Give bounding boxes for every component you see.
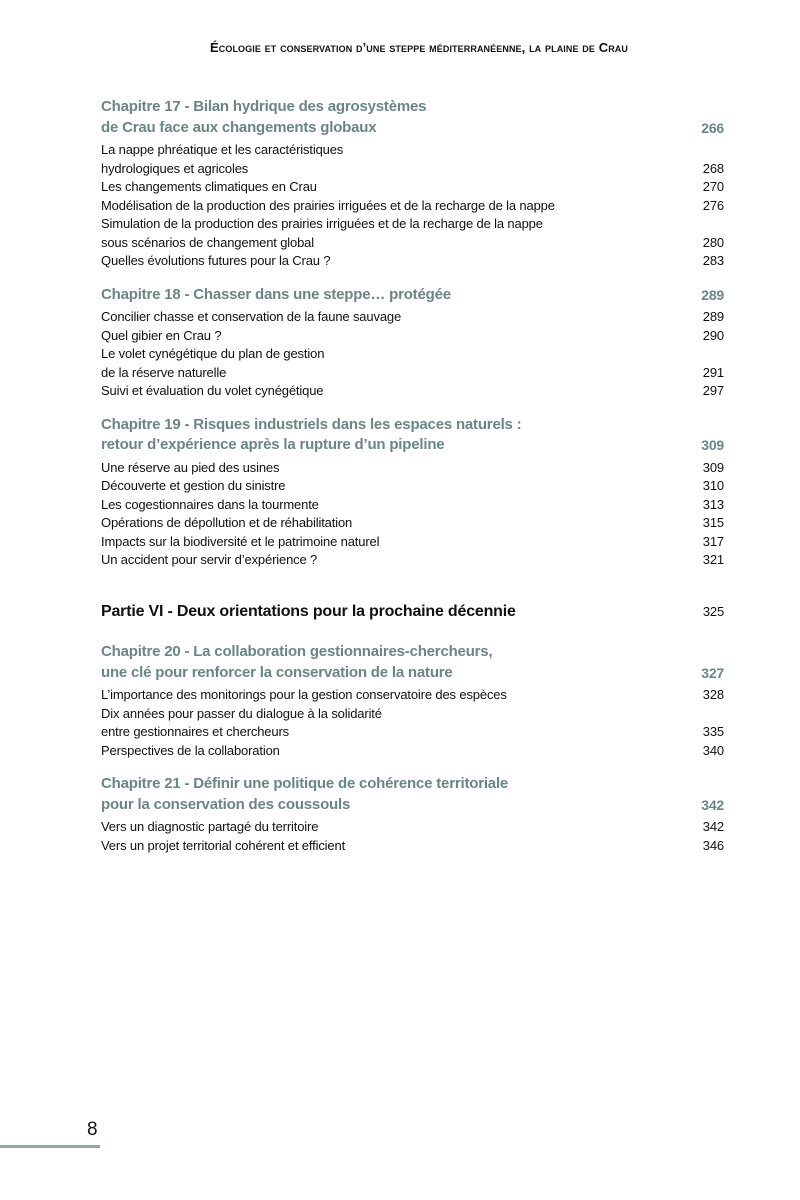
title-text: Partie VI - Deux orientations pour la prochaine décennie [101,602,516,620]
part-title [101,602,724,623]
entry-title: Découverte et gestion du sinistre [101,478,286,493]
entry-title: Modélisation de la production des prairies irriguées et de la recharge de la nappe [101,197,555,213]
title-text: Chapitre 21 - Définir une politique de cohérence territoriale [101,775,509,792]
entry-page-number: 321 [702,552,724,567]
entry-title: Vers un diagnostic partagé du territoire [101,819,319,834]
entry-title: Vers un projet territorial cohérent et efficient [101,837,346,853]
toc-entry [101,742,724,761]
entry-title: Opérations de dépollution et de réhabilitation [101,515,353,530]
entry-title: Dix années pour passer du dialogue à la solidarité [101,705,382,721]
chapter-page-number: 342 [701,796,724,813]
entry-title: Suivi et évaluation du volet cynégétique [101,383,324,398]
toc-entry [101,327,724,346]
toc-entry [101,705,724,742]
entry-page-number: 342 [702,819,724,834]
chapter-title [101,642,724,683]
chapter-section [101,642,724,760]
toc-entry [101,459,724,478]
entry-title: Quelles évolutions futures pour la Crau ? [101,253,331,268]
entry-line [101,514,724,533]
entry-page-number: 270 [702,179,724,194]
entry-page-number: 276 [702,197,724,213]
chapter-section [101,97,724,271]
toc-entry [101,215,724,252]
toc-entry [101,837,724,856]
title-line [101,415,724,436]
entry-line [101,327,724,346]
chapter-title [101,415,724,456]
entry-title: hydrologiques et agricoles [101,160,249,176]
entry-line [101,234,724,253]
entry-line [101,477,724,496]
entry-page-number: 309 [702,459,724,475]
entry-title: de la réserve naturelle [101,364,227,380]
entry-line [101,215,724,234]
entry-line [101,197,724,216]
entry-page-number: 335 [702,724,724,739]
entry-page-number: 346 [702,837,724,853]
title-text: pour la conservation des coussouls [101,795,351,813]
toc-entry [101,496,724,515]
entry-line [101,705,724,724]
entry-line [101,459,724,478]
toc-entry [101,308,724,327]
entry-title: sous scénarios de changement global [101,234,315,250]
entry-line [101,345,724,364]
entry-line [101,364,724,383]
entry-line [101,252,724,271]
entry-list [101,818,724,855]
entry-title: Un accident pour servir d’expérience ? [101,552,318,567]
chapter-page-number: 327 [701,664,724,681]
chapter-title [101,97,724,138]
title-line [101,285,724,306]
toc-entry [101,141,724,178]
entry-page-number: 290 [702,327,724,343]
entry-page-number: 315 [702,515,724,530]
title-line [101,663,724,684]
entry-line [101,178,724,197]
entry-page-number: 280 [702,234,724,250]
entry-title: entre gestionnaires et chercheurs [101,724,289,739]
toc-entry [101,382,724,401]
entry-list [101,308,724,401]
chapter-page-number: 309 [701,437,724,453]
entry-title: Une réserve au pied des usines [101,459,280,475]
chapter-section [101,285,724,401]
entry-page-number: 328 [702,687,724,702]
entry-line [101,496,724,515]
entry-title: L’importance des monitorings pour la gestion conservatoire des espèces [101,687,507,702]
toc-entry [101,818,724,837]
toc-entry [101,686,724,705]
entry-page-number: 297 [702,383,724,398]
title-text: Chapitre 20 - La collaboration gestionnaires-chercheurs, [101,643,493,660]
entry-title: Concilier chasse et conservation de la faune sauvage [101,309,402,324]
title-line [101,97,724,118]
entry-line [101,533,724,552]
entry-line [101,686,724,705]
entry-title: Quel gibier en Crau ? [101,327,222,343]
entry-line [101,818,724,837]
title-text: Chapitre 18 - Chasser dans une steppe… protégée [101,285,451,303]
toc-entry [101,345,724,382]
title-line [101,795,724,816]
entry-line [101,382,724,401]
entry-line [101,551,724,570]
entry-title: Le volet cynégétique du plan de gestion [101,346,325,361]
entry-line [101,837,724,856]
part-page-number: 325 [702,603,724,619]
entry-line [101,160,724,179]
entry-list [101,686,724,760]
title-line [101,602,724,623]
entry-page-number: 268 [702,160,724,176]
toc-entry [101,197,724,216]
entry-title: Les cogestionnaires dans la tourmente [101,496,319,512]
toc-entry [101,477,724,496]
entry-line [101,742,724,761]
toc-entry [101,252,724,271]
title-line [101,642,724,663]
title-text: une clé pour renforcer la conservation de la nature [101,663,453,681]
entry-list [101,141,724,271]
chapter-page-number: 266 [701,119,724,136]
toc-entry [101,551,724,570]
entry-page-number: 340 [702,742,724,758]
entry-title: La nappe phréatique et les caractéristiques [101,142,344,157]
title-text: Chapitre 17 - Bilan hydrique des agrosystèmes [101,98,427,115]
title-text: retour d’expérience après la rupture d’un pipeline [101,436,445,453]
entry-page-number: 317 [702,533,724,549]
entry-page-number: 313 [702,496,724,512]
running-header: Écologie et conservation d’une steppe méditerranéenne, la plaine de Crau [209,40,629,55]
toc-entry [101,514,724,533]
toc-entry [101,533,724,552]
entry-page-number: 283 [702,253,724,268]
part-section [101,602,724,623]
title-line [101,774,724,795]
chapter-section [101,774,724,855]
entry-page-number: 291 [702,364,724,380]
chapter-section [101,415,724,570]
title-line [101,435,724,456]
title-text: de Crau face aux changements globaux [101,118,377,136]
entry-title: Simulation de la production des prairies irriguées et de la recharge de la nappe [101,216,543,231]
entry-line [101,723,724,742]
entry-line [101,141,724,160]
entry-page-number: 289 [702,309,724,324]
entry-list [101,459,724,570]
entry-title: Impacts sur la biodiversité et le patrimoine naturel [101,533,380,549]
entry-title: Les changements climatiques en Crau [101,179,317,194]
chapter-title [101,285,724,306]
title-line [101,118,724,139]
chapter-title [101,774,724,815]
page-number: 8 [87,1119,98,1140]
chapter-page-number: 289 [701,286,724,303]
toc-entry [101,178,724,197]
entry-line [101,308,724,327]
table-of-contents [101,97,724,869]
entry-title: Perspectives de la collaboration [101,742,280,758]
title-text: Chapitre 19 - Risques industriels dans les espaces naturels : [101,415,522,433]
entry-page-number: 310 [702,478,724,493]
footer-rule [0,1145,100,1148]
